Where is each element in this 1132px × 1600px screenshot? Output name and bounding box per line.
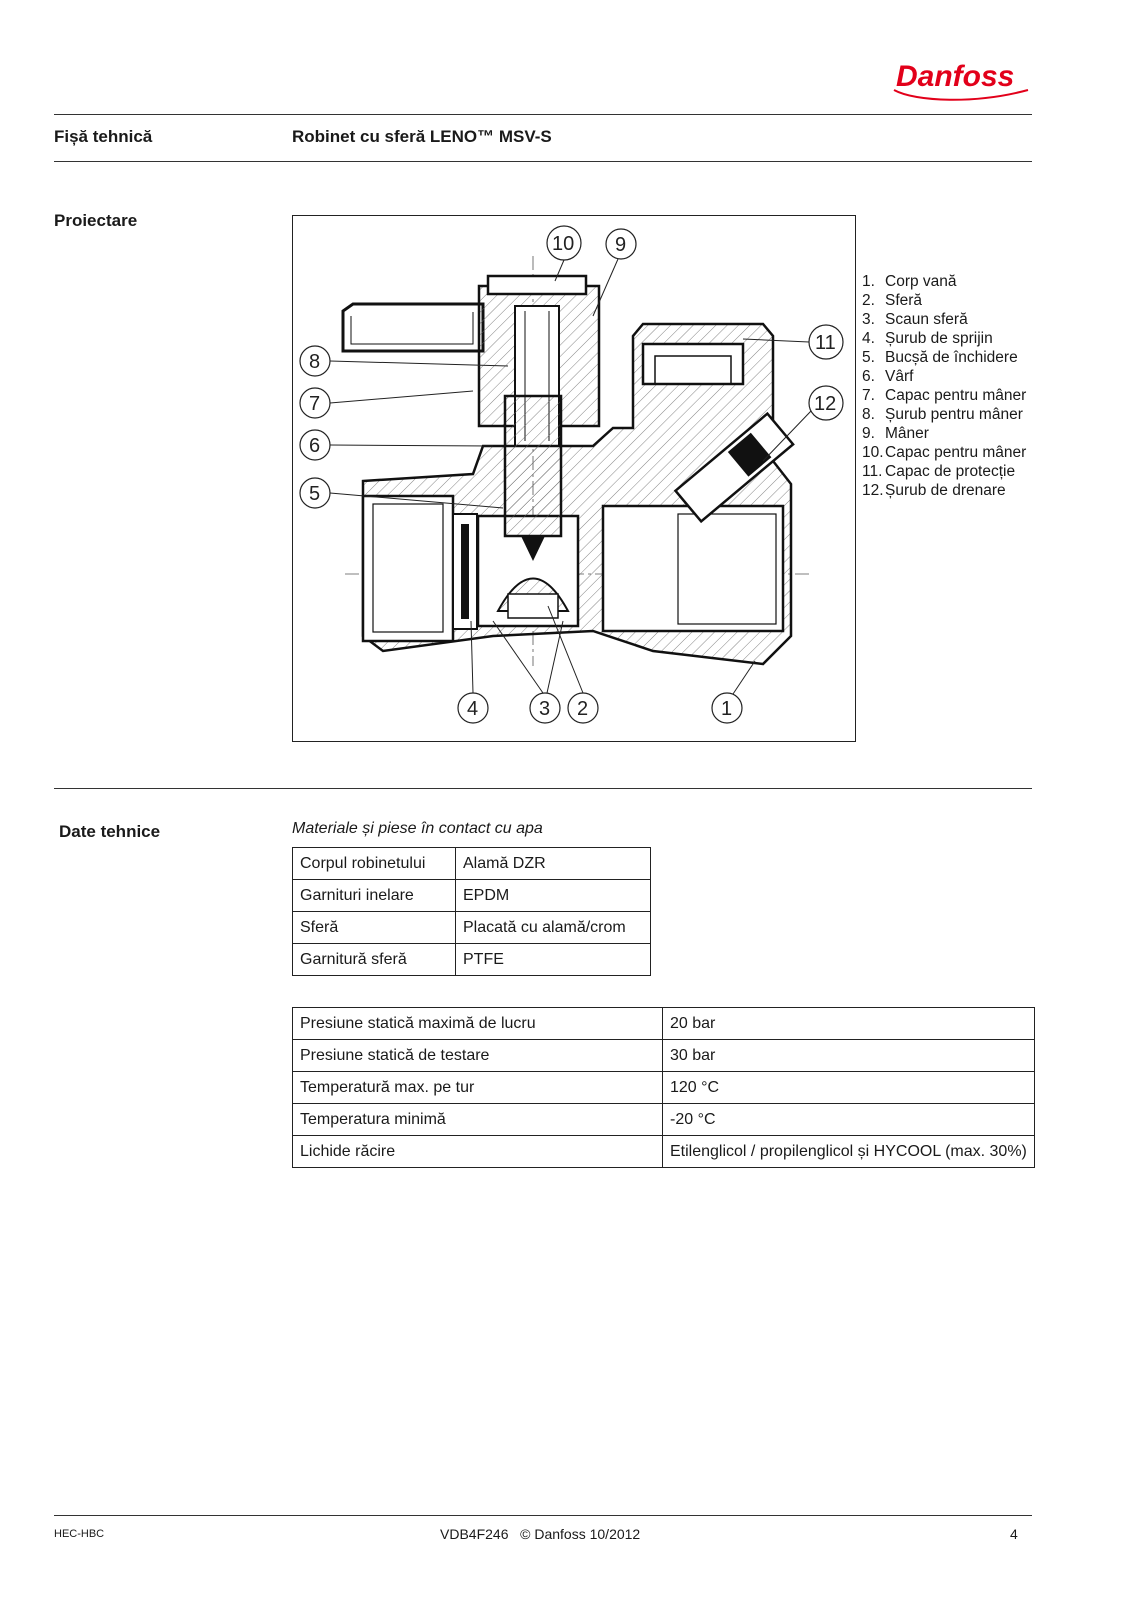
table-row: Temperatură max. pe tur 120 °C: [293, 1072, 1035, 1104]
callout-4: 4: [467, 698, 479, 720]
page-number: 4: [1010, 1526, 1018, 1542]
footer-doc-id: VDB4F246 © Danfoss 10/2012: [440, 1526, 641, 1542]
table-row: Lichide răcire Etilenglicol / propilenglicol și HYCOOL (max. 30%): [293, 1136, 1035, 1168]
callout-11: 11: [815, 332, 836, 354]
legend-item: 6. Vârf: [862, 368, 914, 385]
table-row: Garnituri inelare EPDM: [293, 880, 651, 912]
callout-6: 6: [309, 435, 321, 457]
section-divider: [54, 788, 1032, 789]
callout-5: 5: [309, 483, 321, 505]
table-row: Temperatura minimă -20 °C: [293, 1104, 1035, 1136]
table-row: Garnitură sferă PTFE: [293, 944, 651, 976]
product-title: Robinet cu sferă LENO™ MSV-S: [292, 127, 552, 146]
legend-item: 12.Șurub de drenare: [862, 482, 1006, 499]
valve-drawing: [293, 216, 855, 741]
header-bottom-rule: [54, 161, 1032, 162]
callout-3: 3: [539, 698, 551, 720]
parts-legend: [862, 272, 1026, 500]
legend-item: 4. Șurub de sprijin: [862, 330, 993, 347]
callout-12: 12: [814, 393, 837, 415]
table-row: Sferă Placată cu alamă/crom: [293, 912, 651, 944]
legend-item: 10.Capac pentru mâner: [862, 444, 1027, 461]
callout-9: 9: [615, 234, 627, 256]
legend-item: 3. Scaun sferă: [862, 311, 968, 328]
legend-item: 2. Sferă: [862, 292, 923, 309]
header-top-rule: [54, 114, 1032, 115]
table-row: Corpul robinetului Alamă DZR: [293, 848, 651, 880]
callout-7: 7: [309, 393, 321, 415]
legend-item: 1. Corp vană: [862, 273, 957, 290]
danfoss-logo: [886, 50, 1036, 110]
legend-item: 8. Șurub pentru mâner: [862, 406, 1023, 423]
specs-table: [292, 1007, 1035, 1168]
materials-caption: Materiale și piese în contact cu apa: [292, 820, 543, 837]
footer-rule: [54, 1515, 1032, 1516]
legend-item: 11. Capac de protecție: [862, 463, 1016, 480]
materials-table: [292, 847, 651, 976]
callout-1: 1: [721, 698, 733, 720]
valve-cross-section-figure: [292, 215, 856, 742]
legend-item: 9. Mâner: [862, 425, 929, 442]
logo-wordmark: Danfoss: [896, 60, 1015, 93]
design-section-label: Proiectare: [54, 211, 138, 230]
doc-type-label: Fișă tehnică: [54, 127, 153, 146]
callout-8: 8: [309, 351, 321, 373]
footer-code: HEC-HBC: [54, 1528, 105, 1540]
technical-section-label: Date tehnice: [59, 822, 161, 841]
legend-item: 5. Bucșă de închidere: [862, 349, 1018, 366]
callout-10: 10: [552, 233, 575, 255]
table-row: Presiune statică de testare 30 bar: [293, 1040, 1035, 1072]
legend-item: 7. Capac pentru mâner: [862, 387, 1027, 404]
table-row: Presiune statică maximă de lucru 20 bar: [293, 1008, 1035, 1040]
callout-2: 2: [577, 698, 589, 720]
